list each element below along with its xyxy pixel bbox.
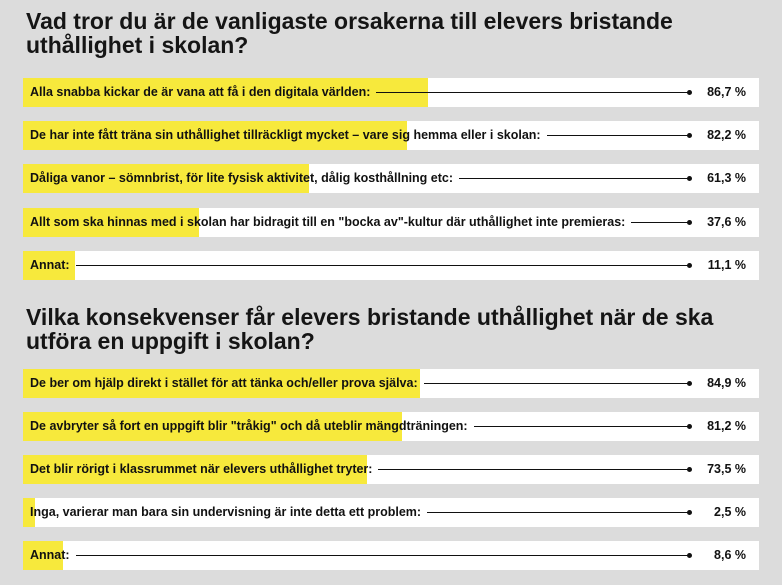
bar-row: [23, 251, 759, 280]
bar-label: Annat:: [30, 258, 70, 272]
leader-dot: [687, 467, 692, 472]
leader-dot: [687, 220, 692, 225]
bar-label: De avbryter så fort en uppgift blir "tråkig" och då uteblir mängdträningen:: [30, 419, 468, 433]
value-label: 37,6 %: [707, 215, 746, 229]
leader-line: [547, 135, 689, 136]
value-label: 81,2 %: [707, 419, 746, 433]
leader-line: [76, 265, 689, 266]
value-label: 8,6 %: [714, 548, 746, 562]
bar-row: [23, 412, 759, 441]
leader-dot: [687, 263, 692, 268]
bar-label: Det blir rörigt i klassrummet när elevers uthållighet tryter:: [30, 462, 373, 476]
bar-row: [23, 541, 759, 570]
bar-label: Annat:: [30, 548, 70, 562]
bar-row: [23, 208, 759, 237]
bar-label: Dåliga vanor – sömnbrist, för lite fysisk aktivitet, dålig kosthållning etc:: [30, 171, 454, 185]
bar-label: De har inte fått träna sin uthållighet tillräckligt mycket – vare sig hemma eller i skolan:: [30, 128, 541, 142]
value-label: 86,7 %: [707, 85, 746, 99]
leader-line: [76, 555, 689, 556]
leader-dot: [687, 510, 692, 515]
leader-dot: [687, 176, 692, 181]
bar-row: [23, 78, 759, 107]
leader-line: [474, 426, 689, 427]
leader-line: [424, 383, 689, 384]
bar-label: Inga, varierar man bara sin undervisning är inte detta ett problem:: [30, 505, 422, 519]
leader-line: [378, 469, 689, 470]
value-label: 82,2 %: [707, 128, 746, 142]
leader-line: [376, 92, 689, 93]
value-label: 61,3 %: [707, 171, 746, 185]
question-2-title: Vilka konsekvenser får elevers bristande uthållighet när de ska utföra en uppgift i skolan?: [26, 304, 714, 354]
value-label: 73,5 %: [707, 462, 746, 476]
question-1-title: Vad tror du är de vanligaste orsakerna till elevers bristande uthållighet i skolan?: [26, 8, 673, 58]
leader-line: [631, 222, 689, 223]
bar-row: [23, 498, 759, 527]
leader-dot: [687, 424, 692, 429]
leader-dot: [687, 381, 692, 386]
bar-label: Alla snabba kickar de är vana att få i den digitala världen:: [30, 85, 371, 99]
leader-dot: [687, 553, 692, 558]
value-label: 2,5 %: [714, 505, 746, 519]
value-label: 84,9 %: [707, 376, 746, 390]
leader-line: [427, 512, 689, 513]
bar-label: De ber om hjälp direkt i stället för att tänka och/eller prova själva:: [30, 376, 418, 390]
bar-row: [23, 164, 759, 193]
leader-dot: [687, 133, 692, 138]
leader-line: [459, 178, 689, 179]
bar-label: Allt som ska hinnas med i skolan har bidragit till en "bocka av"-kultur där uthållighet inte premieras:: [30, 215, 626, 229]
bar-row: [23, 455, 759, 484]
leader-dot: [687, 90, 692, 95]
value-label: 11,1 %: [707, 258, 746, 272]
bar-row: [23, 369, 759, 398]
bar-row: [23, 121, 759, 150]
